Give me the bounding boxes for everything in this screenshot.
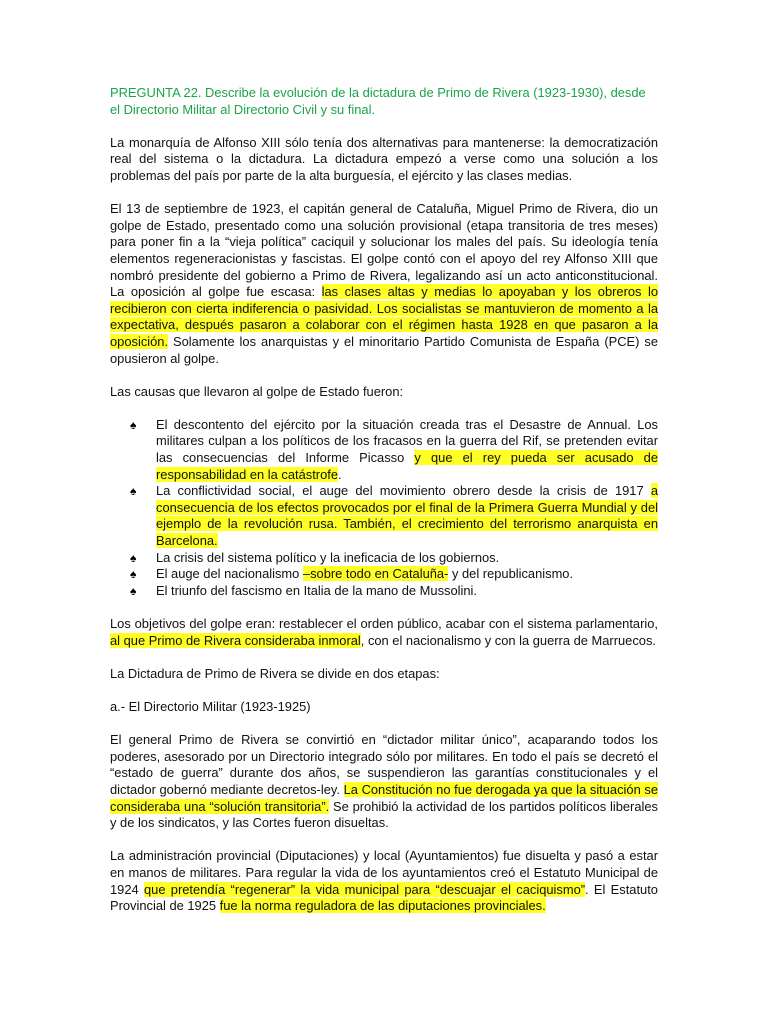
- coup-paragraph: [110, 201, 658, 367]
- list-item-highlight: y que el rey pueda ser acusado de responsabilidad en la catástrofe: [156, 450, 659, 482]
- spade-bullet-icon: ♠: [130, 567, 137, 582]
- list-item-highlight: a consecuencia de los efectos provocados por el final de la Primera Guerra Mundial y del ejemplo de la revolución rusa. También, el crecimiento del terrorismo anarquista en Barcelona.: [156, 483, 658, 549]
- list-item-highlight: –sobre todo en Cataluña-: [302, 566, 449, 582]
- list-item: [130, 582, 658, 600]
- intro-paragraph: La monarquía de Alfonso XIII sólo tenía dos alternativas para mantenerse: la democratización real del sistema o la dictadura. La dictadura empezó a verse como una solución a los problemas del país por parte de la alta burguesía, el ejército y las clases medias.: [110, 134, 658, 183]
- list-item-text-end: y del republicanismo.: [448, 566, 574, 582]
- spade-bullet-icon: ♠: [130, 583, 137, 598]
- administration-paragraph: [110, 848, 658, 914]
- military-highlight: La Constitución no fue derogada ya que la situación se consideraba una “solución transitoria”.: [110, 781, 659, 814]
- coup-text-end: Solamente los anarquistas y el minoritario Partido Comunista de España (PCE) se opusieron al golpe.: [110, 333, 658, 366]
- spade-bullet-icon: ♠: [130, 417, 137, 432]
- list-item-text: El triunfo del fascismo en Italia de la mano de Mussolini.: [156, 582, 477, 598]
- list-item: [130, 416, 659, 483]
- list-item: [130, 483, 658, 549]
- list-item-text: La crisis del sistema político y la ineficacia de los gobiernos.: [156, 549, 500, 565]
- document-body: [110, 85, 658, 931]
- stages-paragraph: La Dictadura de Primo de Rivera se divide en dos etapas:: [110, 665, 440, 681]
- list-item-text: El descontento del ejército por la situación creada tras el Desastre de Annual. Los militares culpan a los políticos de los fracasos en la guerra del Rif, se pretenden evitar las consecuencias del Informe Picasso: [156, 416, 658, 466]
- admin-text: La administración provincial (Diputaciones) y local (Ayuntamientos) fue disuelta y pasó a estar en manos de militares. Para regular la vida de los ayuntamientos creó el Estatuto Municipal de 1924: [110, 848, 658, 897]
- spade-bullet-icon: ♠: [130, 484, 137, 499]
- spade-bullet-icon: ♠: [130, 550, 137, 565]
- list-item-text: La conflictividad social, el auge del movimiento obrero desde la crisis de 1917: [156, 483, 651, 499]
- admin-highlight: que pretendía “regenerar” la vida municipal para “descuajar el caciquismo”: [143, 881, 586, 897]
- admin-text-mid: . El Estatuto Provincial de 1925: [110, 881, 658, 914]
- military-directory-paragraph: [110, 732, 658, 832]
- military-text: El general Primo de Rivera se convirtió en “dictador militar único”, acaparando todos los poderes, asesorado por un Directorio integrado sólo por militares. En todo el país se decretó el “estado de guerra” durante dos años, se suspendieron las garantías constitucionales y el dictador gobernó mediante decretos-ley.: [110, 732, 658, 797]
- military-text-end: Se prohibió la actividad de los partidos políticos liberales y de los sindicatos, y las Cortes fueron disueltas.: [110, 798, 658, 831]
- causes-heading: Las causas que llevaron al golpe de Estado fueron:: [110, 383, 404, 399]
- objectives-text: Los objetivos del golpe eran: restablecer el orden público, acabar con el sistema parlamentario,: [110, 616, 658, 631]
- admin-highlight-2: fue la norma reguladora de las diputaciones provinciales.: [219, 898, 546, 914]
- list-item: [130, 549, 658, 567]
- list-item: [130, 566, 658, 583]
- list-item-text-end: .: [338, 466, 342, 482]
- objectives-text-end: , con el nacionalismo y con la guerra de Marruecos.: [360, 632, 656, 648]
- question-title: PREGUNTA 22. Describe la evolución de la dictadura de Primo de Rivera (1923-1930), desde el Directorio Militar al Directorio Civil y su final.: [110, 85, 646, 117]
- list-item-text: El auge del nacionalismo: [156, 566, 303, 582]
- coup-highlight: las clases altas y medias lo apoyaban y los obreros lo recibieron con cierta indiferencia o pasividad. Los socialistas se mantuvieron de momento a la expectativa, después pasaron a colaborar con el régimen hasta 1928 en que pasaron a la oposición.: [110, 284, 658, 349]
- stage-a-heading: a.- El Directorio Militar (1923-1925): [110, 698, 311, 714]
- coup-text: El 13 de septiembre de 1923, el capitán general de Cataluña, Miguel Primo de Rivera, dio un golpe de Estado, presentado como una solución provisional (etapa transitoria de tres meses) para poner fin a la “vieja política” caciquil y solucionar los males del país. Su ideología tenía elementos regeneracionistas y fascistas. El golpe contó con el apoyo del rey Alfonso XIII que nombró presidente del gobierno a Primo de Rivera, legalizando así un acto anticonstitucional. La oposición al golpe fue escasa:: [110, 201, 658, 300]
- causes-list: [110, 417, 658, 600]
- objectives-highlight: al que Primo de Rivera consideraba inmoral: [110, 632, 361, 648]
- objectives-paragraph: [110, 616, 658, 649]
